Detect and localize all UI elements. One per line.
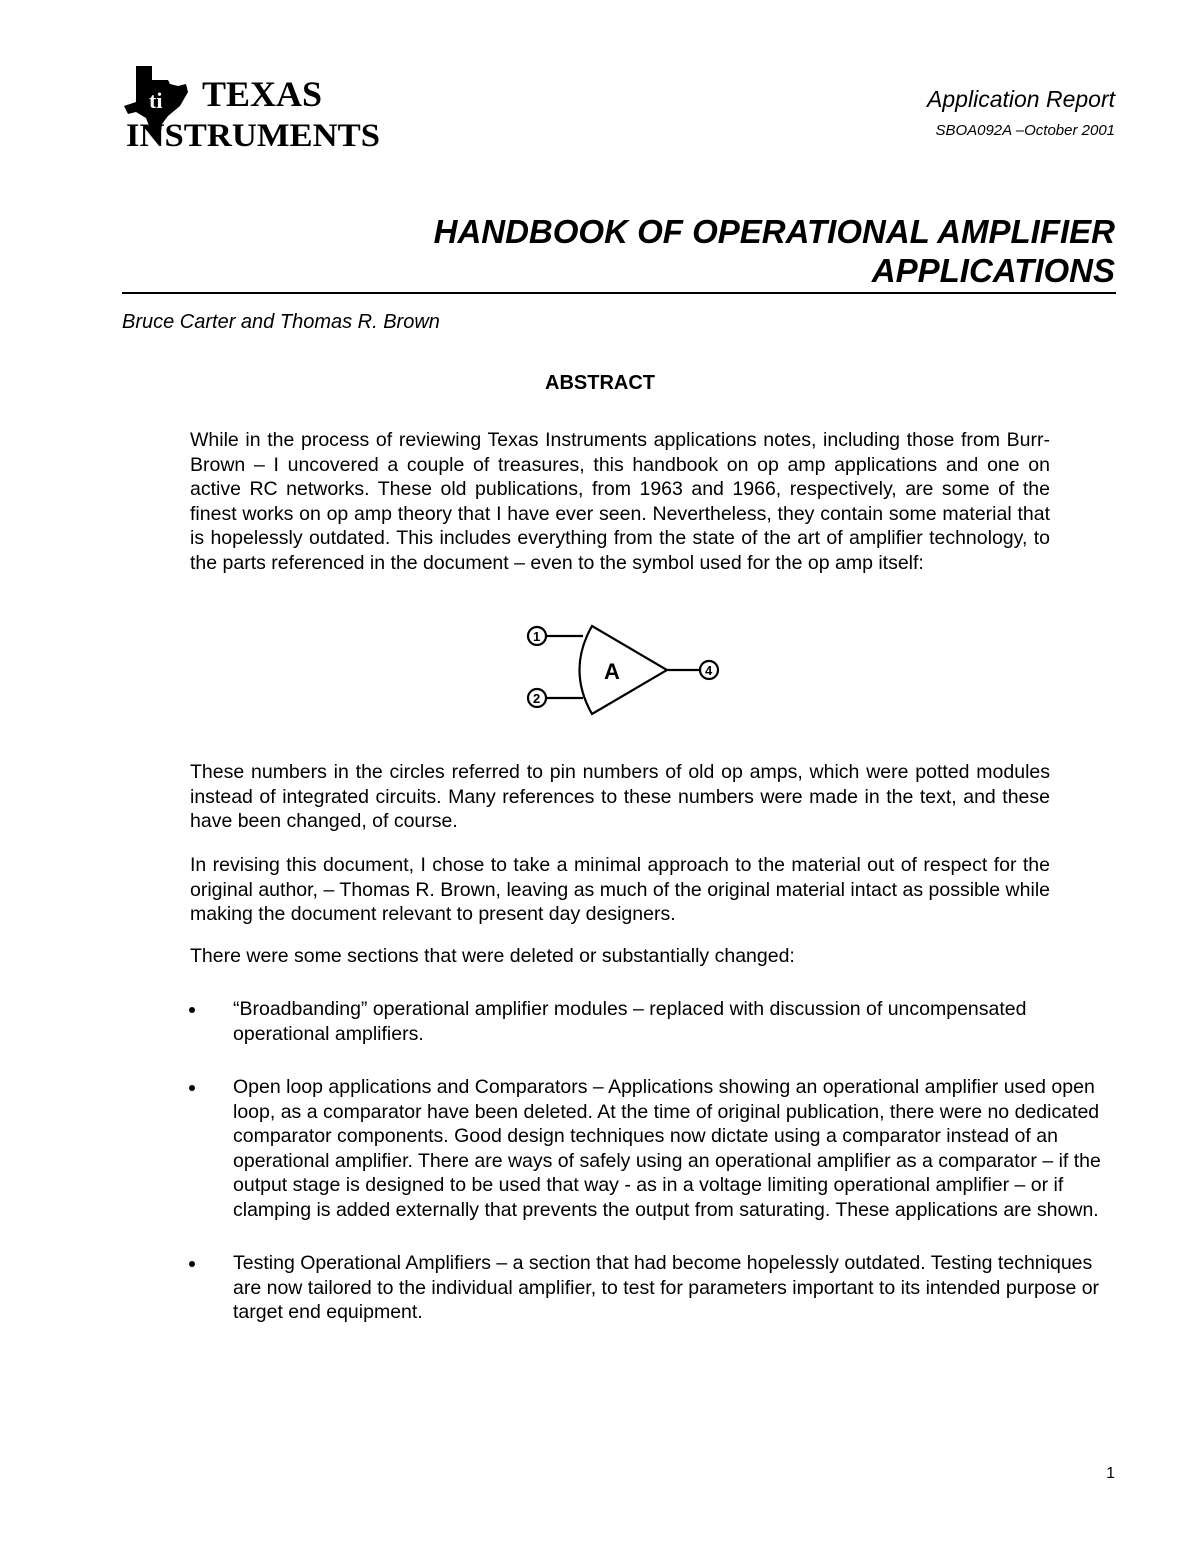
pin-2-label: 2 — [533, 691, 541, 706]
report-id: SBOA092A –October 2001 — [935, 122, 1115, 139]
report-type: Application Report — [927, 86, 1115, 112]
authors: Bruce Carter and Thomas R. Brown — [122, 311, 440, 333]
list-item — [185, 997, 1120, 1046]
abstract-paragraph-3: In revising this document, I chose to take a minimal approach to the material out of respect for the original author, – Thomas R. Brown, leaving as much of the original material intact as possible while making the document relevant to present day designers. — [190, 854, 1050, 925]
list-item-text: Testing Operational Amplifiers – a section that had become hopelessly outdated. Testing techniques are now tailored to the individual amplifier, to test for parameters important to its intended purpose or target end equipment. — [233, 1252, 1100, 1323]
pin-1-label: 1 — [533, 629, 541, 644]
abstract-paragraph-2: These numbers in the circles referred to pin numbers of old op amps, which were potted modules instead of integrated circuits. Many references to these numbers were made in the text, and these have been changed, of course. — [190, 761, 1050, 832]
amp-label: A — [604, 659, 620, 684]
op-amp-triangle — [580, 626, 668, 714]
list-item — [185, 1251, 1120, 1325]
changed-sections-list — [185, 997, 1120, 1354]
list-item — [185, 1075, 1120, 1222]
document-title — [215, 212, 1115, 290]
abstract-heading: ABSTRACT — [545, 372, 655, 394]
bullet-icon — [189, 1007, 195, 1013]
title-divider — [122, 292, 1116, 294]
logo-text-instruments: INSTRUMENTS — [126, 118, 380, 154]
logo-text-texas: TEXAS — [202, 74, 323, 114]
pin-4-label: 4 — [705, 663, 713, 678]
list-item-text: “Broadbanding” operational amplifier modules – replaced with discussion of uncompensated operational amplifiers. — [233, 998, 1027, 1045]
bullet-icon — [189, 1261, 195, 1267]
texas-instruments-logo — [122, 62, 384, 154]
title-line-1: HANDBOOK OF OPERATIONAL AMPLIFIER — [433, 213, 1115, 250]
bullet-icon — [189, 1085, 195, 1091]
svg-text:ti: ti — [149, 88, 163, 113]
title-line-2: APPLICATIONS — [871, 252, 1115, 289]
abstract-paragraph-1: While in the process of reviewing Texas Instruments applications notes, including those from Burr-Brown – I uncovered a couple of treasures, this handbook on op amp applications and one on active RC networks. These old publications, from 1963 and 1966, respectively, are some of the finest works on op amp theory that I have ever seen. Nevertheless, they contain some material that is hopelessly outdated. This includes everything from the state of the art of amplifier technology, to the parts referenced in the document – even to the symbol used for the op amp itself: — [190, 429, 1050, 574]
list-item-text: Open loop applications and Comparators – Applications showing an operational amplifier used open loop, as a comparator have been deleted. At the time of original publication, there were no dedicated comparator components. Good design techniques now dictate using a comparator instead of an operational amplifier. There are ways of safely using an operational amplifier as a comparator – if the output stage is designed to be used that way - as in a voltage limiting operational amplifier – or if clamping is added externally that prevents the output from saturating. These applications are shown. — [233, 1076, 1101, 1221]
abstract-paragraph-4: There were some sections that were deleted or substantially changed: — [190, 945, 795, 967]
op-amp-symbol-figure — [520, 618, 730, 718]
page-number: 1 — [1106, 1465, 1115, 1482]
